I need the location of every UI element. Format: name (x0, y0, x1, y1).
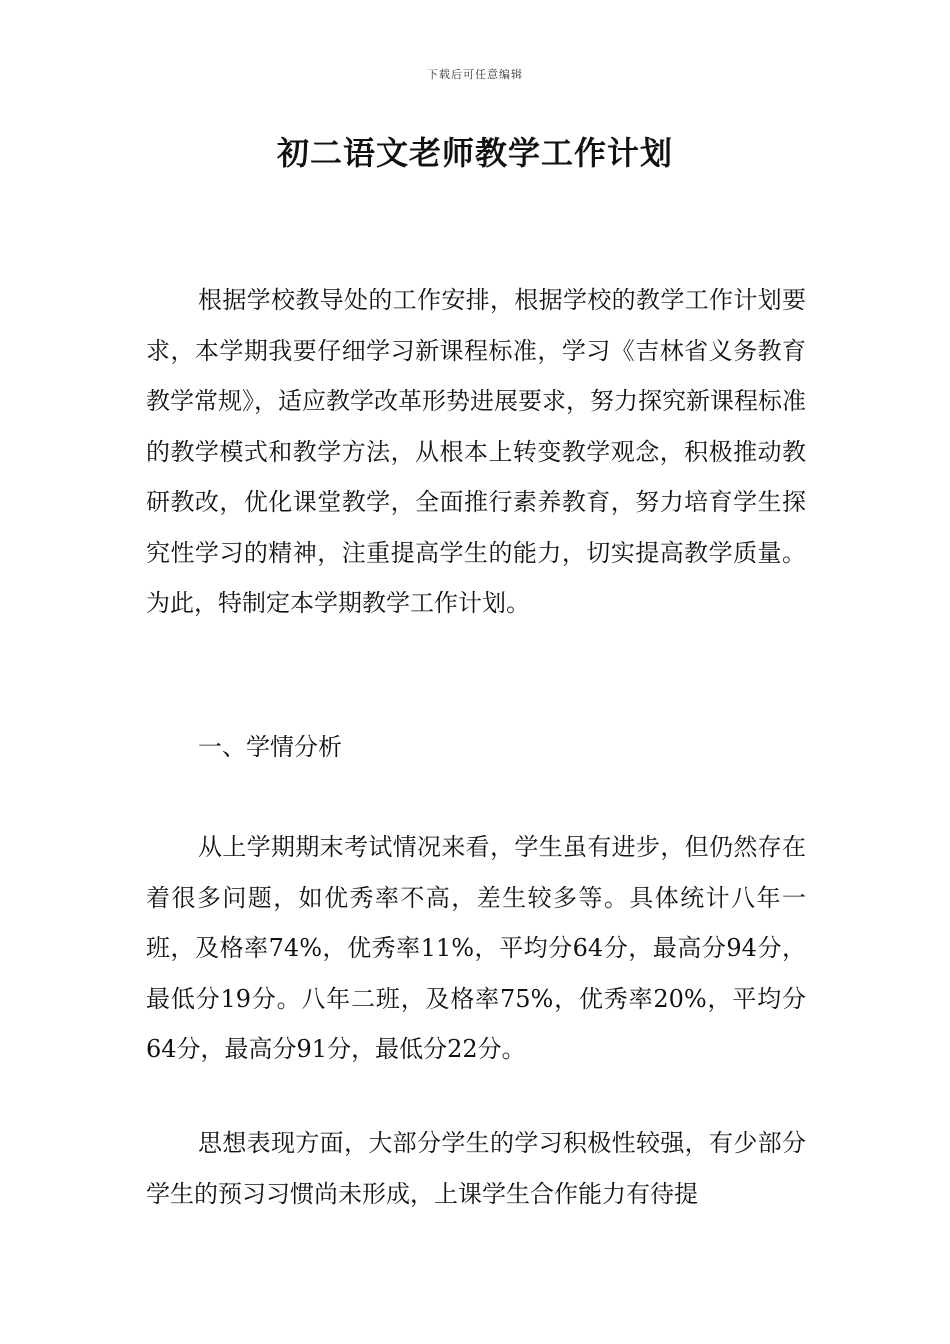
header-note: 下载后可任意编辑 (427, 68, 523, 81)
paragraph-exam-statistics: 从上学期期末考试情况来看，学生虽有进步，但仍然存在着很多问题，如优秀率不高，差生较多等。具体统计八年一班，及格率74%，优秀率11%，平均分64分，最高分94分，最低分19分。八年二班，及格率75%，优秀率20%，平均分64分，最高分91分，最低分22分。 (146, 833, 806, 1063)
section-heading-learning-analysis: 一、学情分析 (198, 733, 342, 761)
paragraph-intro: 根据学校教导处的工作安排，根据学校的教学工作计划要求，本学期我要仔细学习新课程标准，学习《吉林省义务教育教学常规》，适应教学改革形势进展要求，努力探究新课程标准的教学模式和教学方法，从根本上转变教学观念，积极推动教研教改，优化课堂教学，全面推行素养教育，努力培育学生探究性学习的精神，注重提高学生的能力，切实提高教学质量。为此，特制定本学期教学工作计划。 (146, 286, 806, 617)
paragraph-attitude: 思想表现方面，大部分学生的学习积极性较强，有少部分学生的预习习惯尚未形成，上课学生合作能力有待提 (146, 1129, 806, 1208)
document-title: 初二语文老师教学工作计划 (276, 134, 673, 172)
